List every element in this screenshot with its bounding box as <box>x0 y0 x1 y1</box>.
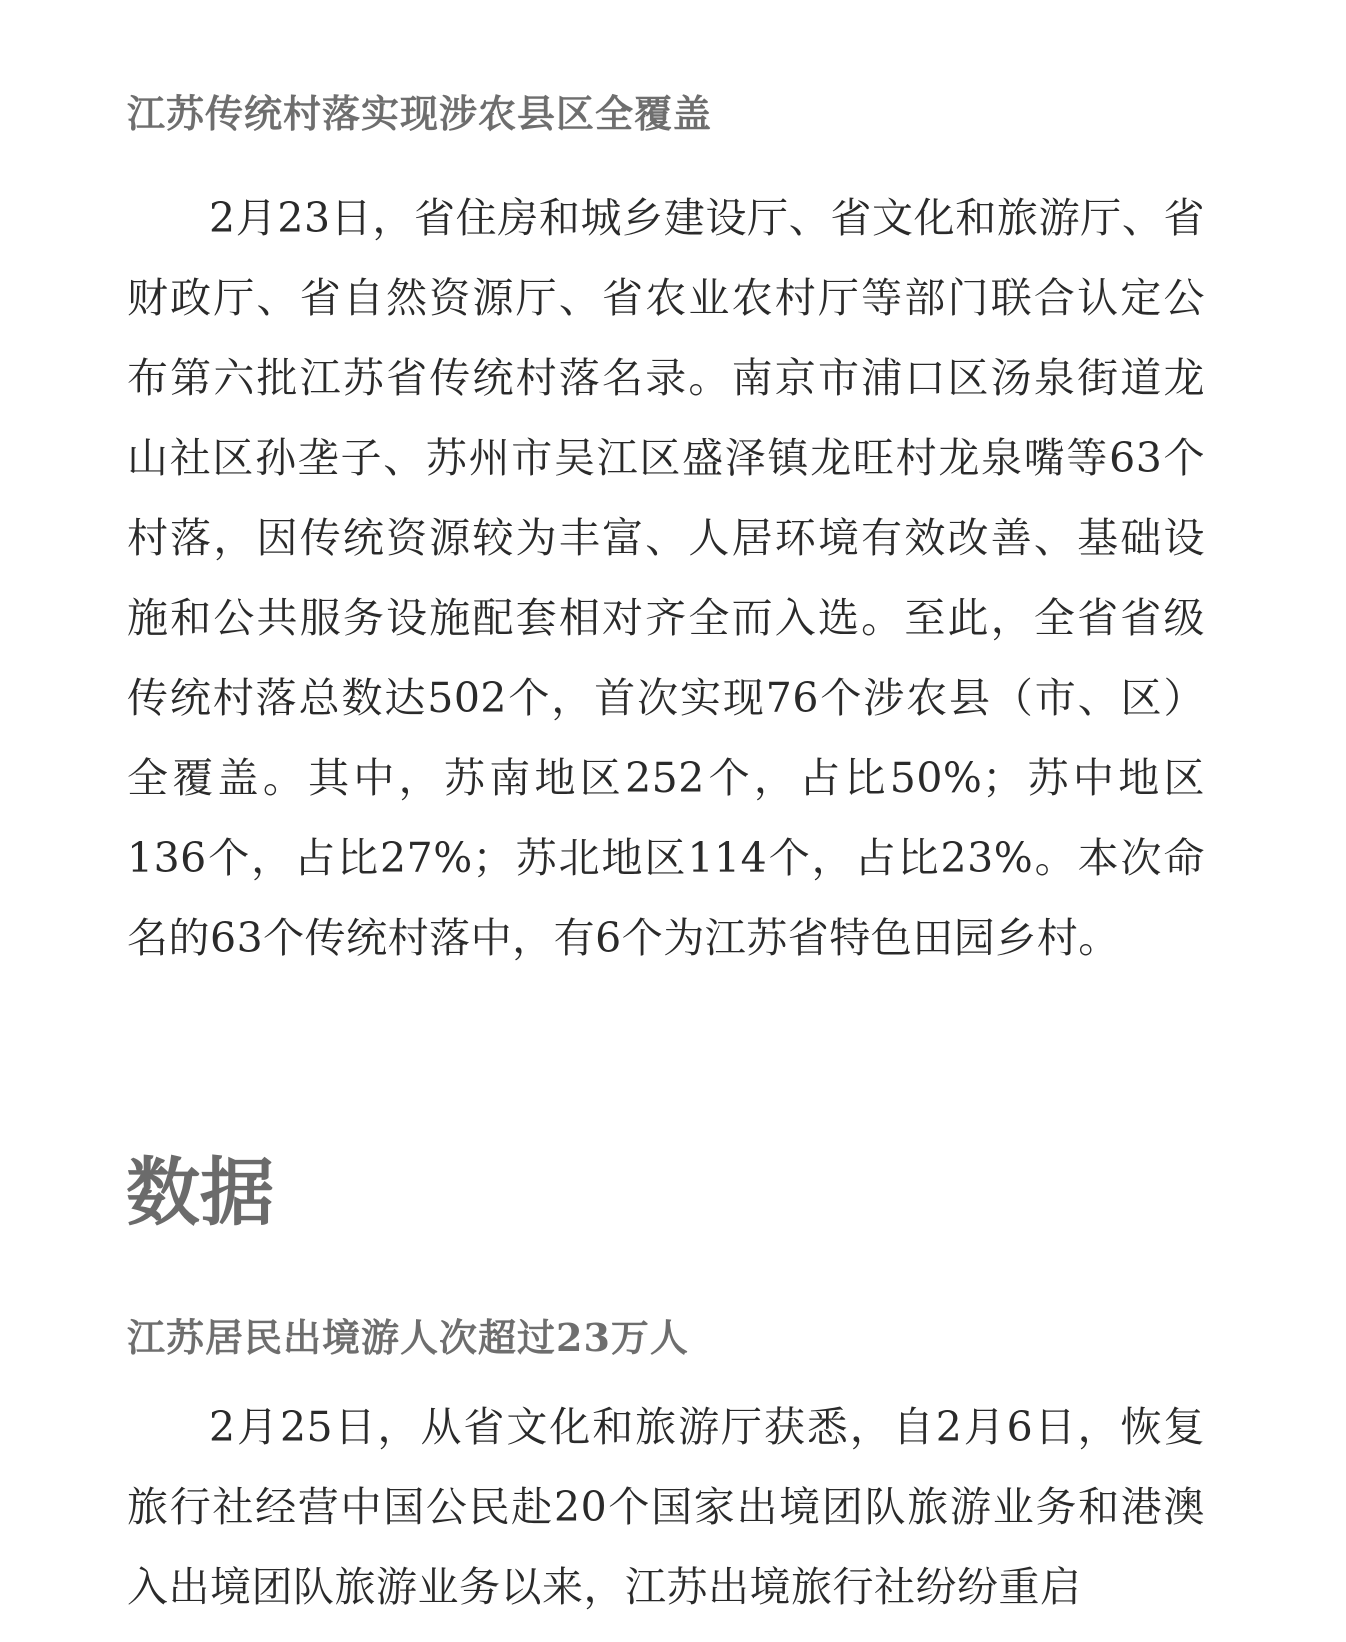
article-body-traditional-villages: 2月23日，省住房和城乡建设厅、省文化和旅游厅、省财政厅、省自然资源厅、省农业农村厅等部门联合认定公布第六批江苏省传统村落名录。南京市浦口区汤泉街道龙山社区孙垄子、苏州市吴江区盛泽镇龙旺村龙泉嘴等63个村落，因传统资源较为丰富、人居环境有效改善、基础设施和公共服务设施配套相对齐全而入选。至此，全省省级传统村落总数达502个，首次实现76个涉农县（市、区）全覆盖。其中，苏南地区252个，占比50%；苏中地区136个，占比27%；苏北地区114个，占比23%。本次命名的63个传统村落中，有6个为江苏省特色田园乡村。 <box>127 194 1205 962</box>
article-body-outbound-travel: 2月25日，从省文化和旅游厅获悉，自2月6日，恢复旅行社经营中国公民赴20个国家出境团队旅游业务和港澳入出境团队旅游业务以来，江苏出境旅行社纷纷重启 <box>127 1403 1205 1611</box>
article-title-traditional-villages: 江苏传统村落实现涉农县区全覆盖 <box>127 91 713 136</box>
article-title-outbound-travel: 江苏居民出境游人次超过23万人 <box>127 1315 689 1360</box>
section-heading-data: 数据 <box>126 1150 274 1236</box>
